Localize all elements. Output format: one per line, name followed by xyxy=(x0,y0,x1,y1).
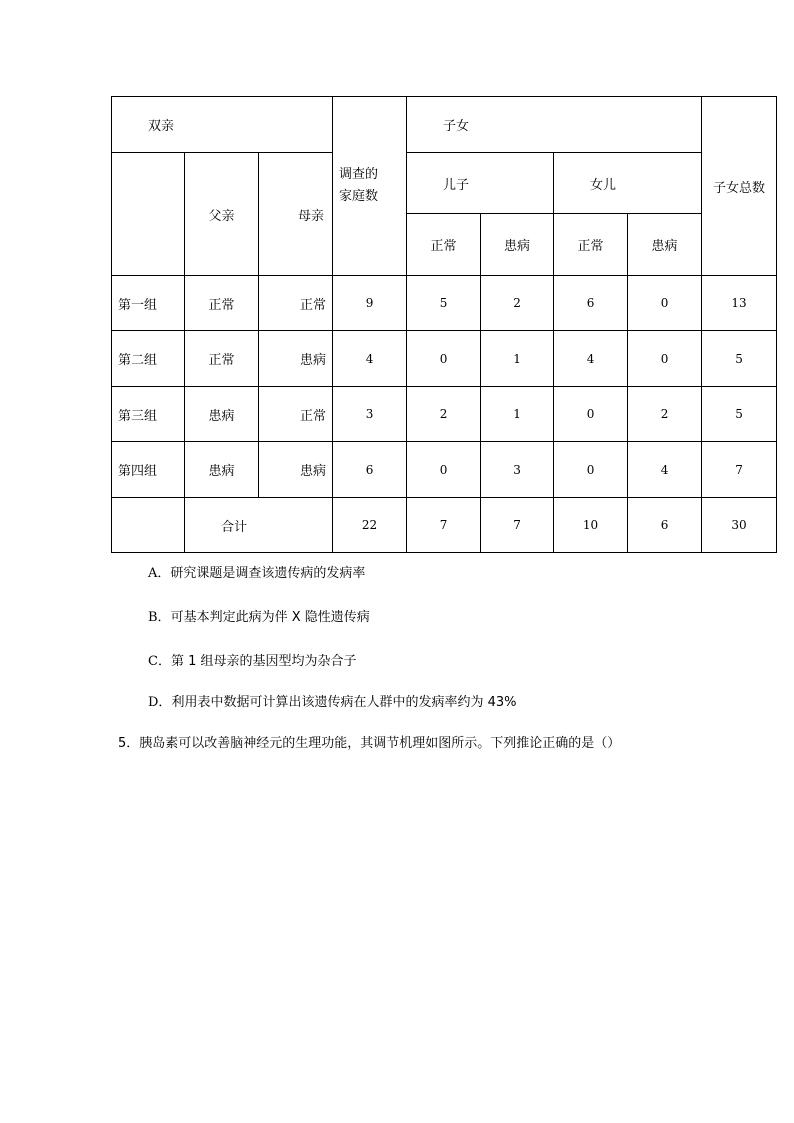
total-children-count: 13 xyxy=(702,276,777,331)
option-c[interactable] xyxy=(148,650,357,669)
sum-blank-cell xyxy=(112,498,185,553)
total-children-count: 5 xyxy=(702,387,777,442)
father-status: 正常 xyxy=(185,276,259,331)
option-d-letter: D． xyxy=(148,695,172,710)
sum-son-affected: 7 xyxy=(481,498,554,553)
option-b-text: 可基本判定此病为伴 X 隐性遗传病 xyxy=(170,610,370,625)
group-label: 第二组 xyxy=(112,331,185,387)
group-label: 第一组 xyxy=(112,276,185,331)
option-b[interactable] xyxy=(148,606,370,625)
daughter-normal-count: 0 xyxy=(554,387,628,442)
sum-son-normal: 7 xyxy=(407,498,481,553)
son-affected-count: 1 xyxy=(481,387,554,442)
pedigree-survey-table xyxy=(111,96,777,553)
sum-daughter-normal: 10 xyxy=(554,498,628,553)
header-father: 父亲 xyxy=(185,153,259,276)
table-row xyxy=(112,331,777,387)
header-son-normal: 正常 xyxy=(407,214,481,276)
option-c-text: 第 1 组母亲的基因型均为杂合子 xyxy=(170,654,357,669)
header-blank-cell xyxy=(112,153,185,276)
header-daughter-affected: 患病 xyxy=(628,214,702,276)
sum-label: 合计 xyxy=(185,498,333,553)
father-status: 患病 xyxy=(185,442,259,498)
total-children-count: 7 xyxy=(702,442,777,498)
option-d-text: 利用表中数据可计算出该遗传病在人群中的发病率约为 43% xyxy=(171,695,517,710)
header-parents: 双亲 xyxy=(112,97,333,153)
son-normal-count: 2 xyxy=(407,387,481,442)
daughter-affected-count: 0 xyxy=(628,331,702,387)
families-count: 4 xyxy=(333,331,407,387)
header-children: 子女 xyxy=(407,97,702,153)
father-status: 正常 xyxy=(185,331,259,387)
header-sons: 儿子 xyxy=(407,153,554,214)
mother-status: 患病 xyxy=(259,442,333,498)
father-status: 患病 xyxy=(185,387,259,442)
families-count: 6 xyxy=(333,442,407,498)
total-children-count: 5 xyxy=(702,331,777,387)
header-surveyed-families xyxy=(333,97,407,276)
mother-status: 患病 xyxy=(259,331,333,387)
header-total-children: 子女总数 xyxy=(702,97,777,276)
header-row-1 xyxy=(112,97,777,153)
son-normal-count: 5 xyxy=(407,276,481,331)
sum-daughter-affected: 6 xyxy=(628,498,702,553)
son-affected-count: 2 xyxy=(481,276,554,331)
option-d[interactable] xyxy=(148,691,516,710)
header-mother: 母亲 xyxy=(259,153,333,276)
option-a-text: 研究课题是调查该遗传病的发病率 xyxy=(170,566,366,581)
mother-status: 正常 xyxy=(259,276,333,331)
header-row-2 xyxy=(112,153,777,214)
daughter-affected-count: 4 xyxy=(628,442,702,498)
mother-status: 正常 xyxy=(259,387,333,442)
sum-families: 22 xyxy=(333,498,407,553)
header-son-affected: 患病 xyxy=(481,214,554,276)
daughter-normal-count: 6 xyxy=(554,276,628,331)
option-b-letter: B． xyxy=(148,610,171,625)
option-a-letter: A． xyxy=(148,566,171,581)
option-c-letter: C． xyxy=(148,654,171,669)
header-daughter-normal: 正常 xyxy=(554,214,628,276)
son-affected-count: 3 xyxy=(481,442,554,498)
table-row xyxy=(112,387,777,442)
table-row xyxy=(112,442,777,498)
header-surveyed-families-label: 调查的家庭数 xyxy=(339,167,379,204)
son-affected-count: 1 xyxy=(481,331,554,387)
daughter-normal-count: 0 xyxy=(554,442,628,498)
daughter-normal-count: 4 xyxy=(554,331,628,387)
son-normal-count: 0 xyxy=(407,442,481,498)
header-daughters: 女儿 xyxy=(554,153,702,214)
sum-total-children: 30 xyxy=(702,498,777,553)
table-row xyxy=(112,276,777,331)
families-count: 9 xyxy=(333,276,407,331)
group-label: 第四组 xyxy=(112,442,185,498)
sum-row xyxy=(112,498,777,553)
question-5: 5．胰岛素可以改善脑神经元的生理功能，其调节机理如图所示。下列推论正确的是（） xyxy=(118,736,621,751)
daughter-affected-count: 2 xyxy=(628,387,702,442)
option-a[interactable] xyxy=(148,562,365,581)
group-label: 第三组 xyxy=(112,387,185,442)
son-normal-count: 0 xyxy=(407,331,481,387)
families-count: 3 xyxy=(333,387,407,442)
daughter-affected-count: 0 xyxy=(628,276,702,331)
